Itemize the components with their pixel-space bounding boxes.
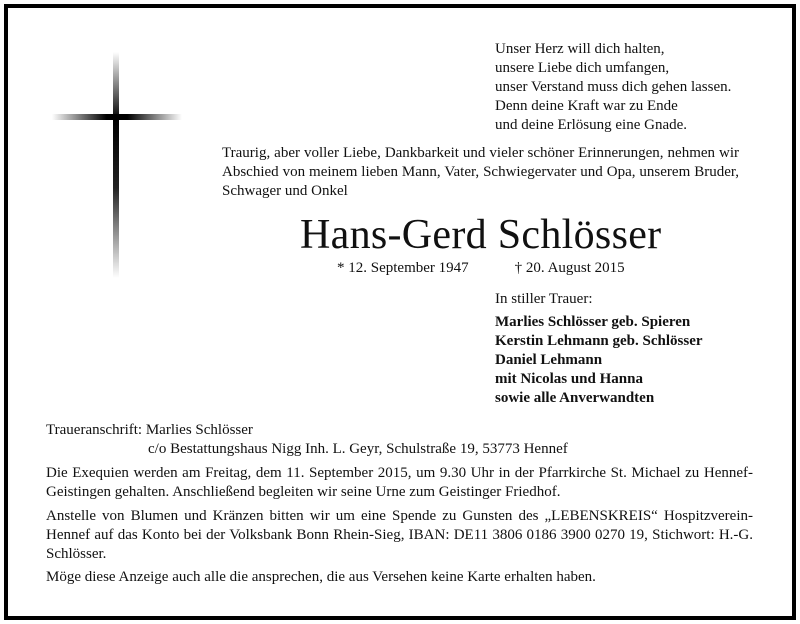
poem-line: Denn deine Kraft war zu Ende — [495, 98, 678, 114]
birth-date: * 12. September 1947 — [337, 260, 469, 276]
poem-line: unsere Liebe dich umfangen, — [495, 60, 670, 76]
mourner-name: Kerstin Lehmann geb. Schlösser — [495, 333, 703, 349]
intro-text: Traurig, aber voller Liebe, Dankbarkeit und vieler schöner Erinnerungen, nehmen wir Abschied von meinem lieben Mann, Vater, Schwiegervater und Opa, unserem Bruder, Schwager und Onkel — [222, 145, 739, 199]
mourning-address-line2: c/o Bestattungshaus Nigg Inh. L. Geyr, Schulstraße 19, 53773 Hennef — [148, 441, 568, 457]
mourners-list — [495, 313, 703, 408]
poem-line: und deine Erlösung eine Gnade. — [495, 117, 688, 133]
mourner-name: Daniel Lehmann — [495, 352, 603, 368]
mourner-name: mit Nicolas und Hanna — [495, 371, 643, 387]
closing-paragraph: Möge diese Anzeige auch alle die ansprechen, die aus Versehen keine Karte erhalten haben. — [46, 569, 596, 585]
mourning-address-line1: Traueranschrift: Marlies Schlösser — [46, 422, 253, 438]
donation-paragraph: Anstelle von Blumen und Kränzen bitten wir um eine Spende zu Gunsten des „LEBENSKREIS“ Hospitzverein-Hennef auf das Konto bei der Volksbank Bonn Rhein-Sieg, IBAN: DE11 3806 0186 3900 0270 19, Stichwort: H.-G. Schlösser. — [46, 508, 753, 562]
mourner-name: sowie alle Anverwandten — [495, 390, 655, 406]
life-dates — [337, 259, 625, 278]
cross-icon — [52, 52, 182, 278]
death-date: † 20. August 2015 — [514, 260, 625, 276]
poem — [495, 40, 731, 135]
poem-line: unser Verstand muss dich gehen lassen. — [495, 79, 732, 95]
poem-line: Unser Herz will dich halten, — [495, 41, 665, 57]
deceased-name: Hans-Gerd Schlösser — [300, 212, 662, 258]
funeral-info-paragraph: Die Exequien werden am Freitag, dem 11. September 2015, um 9.30 Uhr in der Pfarrkirche St. Michael zu Hennef-Geistingen gehalten. Anschließend begleiten wir seine Urne zum Geistinger Friedhof. — [46, 465, 753, 500]
mourning-label: In stiller Trauer: — [495, 291, 593, 307]
mourner-name: Marlies Schlösser geb. Spieren — [495, 314, 691, 330]
